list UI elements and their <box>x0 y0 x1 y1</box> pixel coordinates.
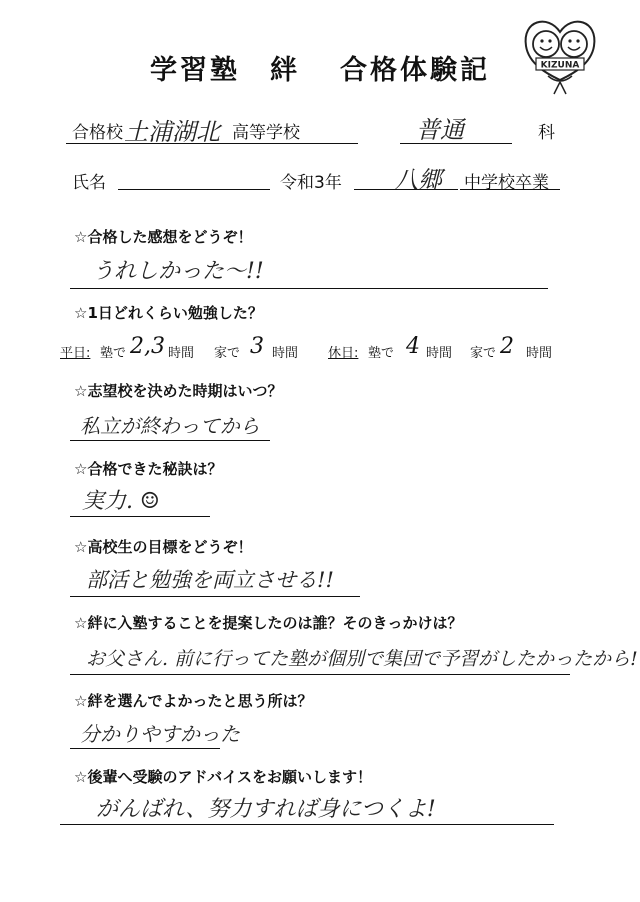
question-8: ☆後輩へ受験のアドバイスをお願いします！ <box>74 768 372 786</box>
question-2: ☆1日どれくらい勉強した？ <box>74 304 263 322</box>
answer-5: 部活と勉強を両立させる!! <box>86 568 334 592</box>
question-3: ☆志望校を決めた時期はいつ？ <box>74 382 283 400</box>
weekday-home-unit: 時間 <box>272 346 299 361</box>
answer-1: うれしかった〜!! <box>92 259 264 284</box>
school-suffix: 高等学校 <box>232 123 300 143</box>
course-suffix: 科 <box>538 123 555 143</box>
course-name: 普通 <box>416 116 464 144</box>
answer-8: がんばれ、努力すれば身につくよ! <box>96 797 436 822</box>
school-label: 合格校 <box>72 123 123 143</box>
question-6: ☆絆に入塾することを提案したのは誰？そのきっかけは？ <box>74 614 463 632</box>
weekday-juku-label: 塾で <box>100 346 127 361</box>
middle-school-name: 八郷 <box>394 166 442 194</box>
weekday-home-hours: 3 <box>250 334 264 359</box>
study-hours <box>60 334 560 364</box>
title-right: 合格体験記 <box>340 55 490 86</box>
answer-7: 分かりやすかった <box>80 722 240 746</box>
question-5: ☆高校生の目標をどうぞ！ <box>74 538 253 556</box>
middle-school-suffix: 中学校卒業 <box>464 173 549 193</box>
holiday-juku-hours: 4 <box>406 334 420 359</box>
answer-4: 実力. ☺ <box>82 489 160 514</box>
school-name: 土浦湖北 <box>124 118 220 146</box>
title-left: 学習塾 絆 <box>150 55 300 86</box>
weekday-juku-hours: 2,3 <box>130 334 165 359</box>
question-1: ☆合格した感想をどうぞ！ <box>74 228 253 246</box>
answer-3: 私立が終わってから <box>80 414 260 438</box>
kizuna-logo <box>518 12 602 96</box>
holiday-juku-label: 塾で <box>368 346 395 361</box>
holiday-home-label: 家で <box>470 346 497 361</box>
question-4: ☆合格できた秘訣は？ <box>74 460 223 478</box>
weekday-home-label: 家で <box>214 346 241 361</box>
holiday-home-hours: 2 <box>500 334 514 359</box>
logo-text: KIZUNA <box>540 60 580 71</box>
name-label: 氏名 <box>72 173 106 193</box>
holiday-home-unit: 時間 <box>526 346 553 361</box>
holiday-juku-unit: 時間 <box>426 346 453 361</box>
weekday-juku-unit: 時間 <box>168 346 195 361</box>
question-7: ☆絆を選んでよかったと思う所は？ <box>74 692 313 710</box>
answer-6: お父さん. 前に行ってた塾が個別で集団で予習がしたかったから! <box>86 648 638 670</box>
holiday-label: 休日: <box>328 346 359 361</box>
weekday-label: 平日: <box>60 346 91 361</box>
era-label: 令和3年 <box>280 173 342 193</box>
